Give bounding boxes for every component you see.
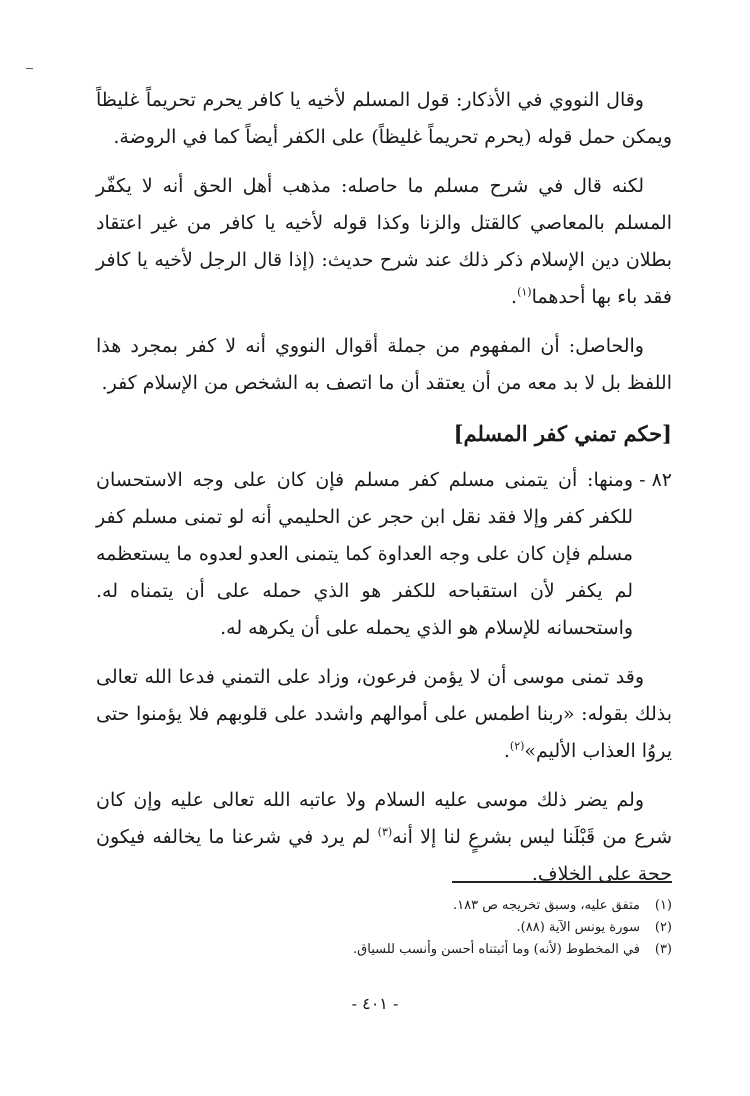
paragraph-musa	[96, 659, 672, 770]
paragraph-shar-man-qablana	[96, 782, 672, 893]
footnote-3	[96, 939, 672, 961]
footnote-number: (١)	[654, 898, 672, 913]
paragraph-text: ولم يضر ذلك موسى عليه السلام ولا عاتبه الله تعالى عليه وإن كان شرع من قَبْلَنا ليس بشرعٍ لنا إلا أنه	[96, 789, 672, 848]
paragraph-text: لكنه قال في شرح مسلم ما حاصله: مذهب أهل الحق أنه لا يكفّر المسلم بالمعاصي كالقتل والزنا وكذا قوله لأخيه يا كافر من غير اعتقاد بطلان دين الإسلام ذكر ذلك عند شرح حديث: (إذا قال الرجل لأخيه يا كافر فقد باء بها أحدهما	[96, 175, 672, 308]
footnote-2	[96, 917, 672, 939]
footnote-text: سورة يونس الآية (٨٨).	[516, 920, 640, 935]
footnote-number: (٣)	[654, 942, 672, 957]
page-body	[96, 82, 672, 905]
footnote-text: في المخطوط (لأنه) وما أثبتناه أحسن وأنسب للسياق.	[353, 942, 640, 957]
footnote-text: متفق عليه، وسبق تخريجه ص ١٨٣.	[452, 898, 640, 913]
footnote-1	[96, 895, 672, 917]
footnote-ref-3[interactable]: (٣)	[377, 825, 393, 839]
margin-mark	[26, 68, 33, 69]
paragraph-text-end: لم يرد في شرعنا ما يخالفه فيكون حجة على الخلاف.	[96, 826, 672, 885]
item-number: ٨٢ -	[639, 469, 672, 491]
page-number: - ٤٠١ -	[351, 994, 399, 1013]
paragraph-conclusion	[96, 328, 672, 402]
paragraph-sharh-muslim	[96, 168, 672, 316]
paragraph-text: وقال النووي في الأذكار: قول المسلم لأخيه يا كافر يحرم تحريماً غليظاً ويمكن حمل قوله (يحرم تحريماً غليظاً) على الكفر أيضاً كما في الروضة.	[96, 89, 672, 148]
section-heading: [حكم تمني كفر المسلم]	[453, 421, 672, 446]
paragraph-text: وقد تمنى موسى أن لا يؤمن فرعون، وزاد على التمني فدعا الله تعالى بذلك بقوله: «ربنا اطمس على أموالهم واشدد على قلوبهم فلا يؤمنوا حتى يروُا العذاب الأليم»	[96, 666, 672, 762]
paragraph-text-end: .	[511, 286, 518, 308]
footnote-separator	[452, 881, 672, 883]
paragraph-text: والحاصل: أن المفهوم من جملة أقوال النووي أنه لا كفر بمجرد هذا اللفظ بل لا بد معه من أن يعتقد أن ما اتصف به الشخص من الإسلام كفر.	[96, 335, 672, 394]
item-text: ومنها: أن يتمنى مسلم كفر مسلم فإن كان على وجه الاستحسان للكفر كفر وإلا فقد نقل ابن حجر عن الحليمي أنه لو تمنى مسلم كفر مسلم فإن كان على وجه العداوة كما يتمنى العدو لعدوه ما يستعظمه لم يكفر لأن استقباحه للكفر هو الذي حمله على أن يتمناه له. واستحسانه للإسلام هو الذي يحمله على أن يكرهه له.	[96, 469, 634, 639]
paragraph-nawawi-adhkar	[96, 82, 672, 156]
numbered-item-82	[96, 462, 672, 647]
footnote-ref-2[interactable]: (٢)	[509, 739, 525, 753]
footnote-number: (٢)	[654, 920, 672, 935]
paragraph-text-end: .	[503, 740, 510, 762]
footnote-ref-1[interactable]: (١)	[517, 285, 532, 299]
footnotes	[96, 895, 672, 961]
